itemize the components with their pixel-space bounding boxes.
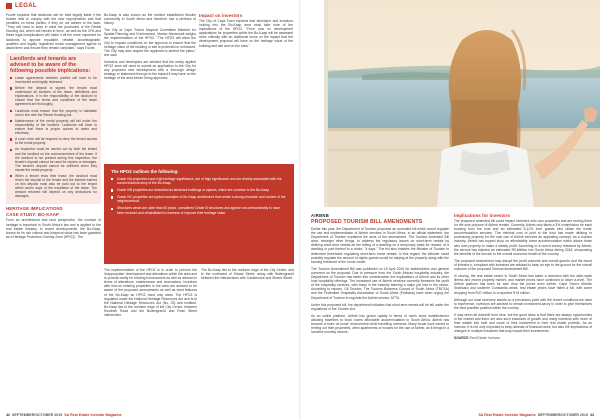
article-paragraph: Under this proposed bill, the department indicates that short-term rentals will be fall under the regulations of the Tourism Act.	[311, 302, 449, 311]
article-paragraph: The proposed amendment may disrupt the profit outcome and overall guest's and the mood of investor's, compliant with investors are advised to keep an eye to the ground for the overall outcome of the proposed Tourism Amendment Bill.	[454, 258, 592, 272]
article-paragraph: As an online platform, Airbnb has grown rapidly in terms of users since establishment allowing travellers to book rooms affordable accommodation in South Africa. Airbnb has become a more 'at home' environment while travelling overseas. Many locals have turned to renting out their properties, often apartments or houses for the use of Airbnb, as it brings in a lucrative monthly income.	[311, 313, 449, 335]
hero-photo-illustration	[302, 0, 600, 207]
left-column-1	[6, 13, 101, 242]
issue-date: SEPTEMBER/OCTOBER 2019	[12, 412, 63, 417]
source-label: SOURCE	[454, 336, 469, 341]
list-item: Grade IIIB properties are described as landmark buildings or spaces, which are common to the Bo-Kaap.	[111, 188, 287, 192]
article-paragraph: The implementation of the HPOZ is in order to prevent the 'inappropriate' development and alterations within the area and to provide clarity for existing homeowners as well as allowed in terms of alterations, maintenance and renovations. Investors with rent-on existing properties in the area are advised to be aware of the proposed amendments as well as what features of the Bo-Kaap an HPOZ must only allow. The HPOZ is regulated under the National Heritage Resources Act and is to the National Heritage Resources Act (No. 25) and Institute. Bo-Kaap lies to the northern edge of the City Centre, between Kloofnek Road and the Buitengracht and Rose Street intersection.	[104, 268, 197, 318]
article-paragraph: The City of Cape Town explains that developer and investors looking into the Bo-Kaap area must take note of the implications of the HPOZ. "From now on development applications for properties within the Bo-Kaap will be assessed more critically with an additional focus on the impact that the development proposal will have on the heritage value of the building and site and on the area."	[199, 19, 293, 48]
list-item: Structures which are older than 60 years, considered Grade III structures and appear non-demonstrably to have been restored and rehabilitated to increase or improve their heritage value.	[111, 206, 287, 214]
hero-photo	[302, 0, 600, 207]
section-tag	[6, 3, 37, 9]
case-study-heading: CASE STUDY: BO-KAAP	[6, 212, 60, 218]
page-gutter	[299, 0, 301, 419]
list-item: Landlords must ensure that the property is habitable and in line with the Rental Housing Act.	[10, 109, 97, 117]
article-paragraph: From an architectural and land perspective, the concept of heritage is important in South Africa's law and is applied to the real estate industry. In recent developments, the Bo-Kaap, known for its rich cultural and historical value has been gazetted as a Heritage Protection Overlay Zone (HPOZ). The	[6, 218, 101, 239]
heritage-heading: HERITAGE IMPLICATIONS	[6, 206, 63, 212]
left-column-2	[104, 13, 196, 83]
list-item: An inspection must be carried out by both the tenant and the landlord on the commencement of the lease. If the landlord is not present during this inspection, the tenant's deposit cannot be used for repairs or damages. The tenant's deposit cannot be withheld when they vacate the rental property.	[10, 147, 97, 171]
callout-title: The HPOZ outlines the following:	[111, 169, 179, 174]
section-label: LEGAL	[15, 3, 37, 9]
left-bottom-text	[104, 268, 294, 320]
article-paragraph: The Bo-Kaap lies to the northern edge of the City Centre, and to the northwest of Strand Street; along with Buitengracht between the intersections with Carisbrooke and Strand Street.	[201, 268, 294, 281]
page-number: 43	[590, 412, 594, 417]
section-square-icon	[6, 3, 12, 9]
left-column-3	[199, 13, 293, 51]
list-item: A court order will be required to deny the tenant access to the rental property.	[10, 137, 97, 145]
article-paragraph: Bo-Kaap is also known as the earliest established Muslim community in South Africa and therefore has a plethora of history.	[104, 13, 196, 26]
right-footer	[478, 411, 594, 418]
list-item: Before the deposit is signed, the tenant must understand all sections of the lease, definitions and explanations. It is the responsibility of the landlord to ensure that the terms and conditions of the lease agreement are thoroughly.	[10, 86, 97, 106]
impact-heading: Impact on investors	[199, 13, 243, 18]
article-paragraph: It may seem all downhill from here, but the good news is that there are always opportunities in the market and there are also such instances of growth and many investors with much of their wealth into both and some of their investment in their real estate portfolio. As an investor, it is not only important to keep abreast of financial news, but also the implications of changes in multiple industries that may impact their investments.	[454, 312, 592, 334]
article-paragraph: Fourie explains that landlords will be held legally liable if the trustee fails to comply with the new requirements and that penalties on these parties, if they do not adhere to the laws. "They will need to keep in mind the provisions of the Rental Housing Act, which will remain in force, as well as the CPA and these legal complications will make it all the more important for landlords to appoint reputable, reliable, knowledgeable, qualified and legally registered rental management agents to assist them and ensure they remain compliant," says Fourie.	[6, 13, 101, 50]
article-paragraph: Although our local economy stands on a precarious point with the recent conditions we have to experience, investors are advised to remain investment-savvy in order to give themselves the best possible position within the country.	[454, 297, 592, 310]
callout-list	[111, 177, 287, 215]
article-paragraph: The proposed amended bill could impact investors who own properties and are renting them for the sole purpose of Airbnb rentals. Currently, Airbnb only takes a 3% commission for each booking from the host and an estimated 6-12% from guests who utilise the hosts' accommodation services. The minimal cost of joint of the host has made utilising or purchasing property for the sole use of Airbnb services an appealing concept. As a tourism industry, Airbnb has topped shop on affordability home accommodation which allows those who own property to make a steady profit. According to a recent survey released by Airbnb, the service has injected an estimated R9.6billion into South Africa during 2018, showcasing the benefits of the service to the overall economic health of the country.	[454, 219, 592, 256]
list-item: Maintenance of the rental property will fall under the responsibility of the landlord. Landlords will have to ensure that there is proper access to water and electricity.	[10, 119, 97, 135]
page-number: 42	[6, 412, 10, 417]
article-paragraph: Investors and developers are advised that the newly applied HPOZ area will need to submit an application to the City for any proposed new development with a thorough design strategy or statement through to the impact it may have on the heritage of the area before being approved.	[104, 59, 197, 81]
implications-list	[10, 76, 97, 198]
publication-name: SA Real Estate Investor Magazine	[64, 412, 122, 417]
hpoz-callout	[104, 164, 294, 264]
implications-investors-heading: Implications for investors	[454, 213, 511, 218]
implications-box	[6, 53, 101, 205]
article-paragraph: The City of Cape Town's Mayoral Committee Member for Spatial Planning and Environment, Marian Nieuwoudt weighs the implementation of the HPOZ. "The HPOZ will allow the City to impose conditions on the approval to ensure that the heritage value of the building or site is protected or enhanced. The City may also require the applicant to amend the plans," she said.	[104, 28, 196, 57]
source-credit	[454, 336, 592, 340]
article-paragraph: Earlier this year, the Department of Tourism proposed an amended bill which would regulate the use and implementation of Airbnb services in South Africa. In an official statement, the Department of Tourism explained the aims of the amendment. The Tourism Amended Bill aims, amongst other things, to address the regulatory issues on short-term rentals by defining short-term rentals as the letting of a dwelling on a temporary basis for reward, of a dwelling or part thereof to a visitor, "it says." The bill also enables the Minister of Tourism to determine thresholds regulating short-term home rentals. In this regard, the Minister could possibly regulate the amount of nights guests would be staying at the property along with the earning threshold of the home owner.	[311, 227, 449, 264]
list-item: Lease agreements between parties will have to be inventoried and legally reviewed.	[10, 76, 97, 84]
implications-box-title: Landlords and tenants are advised to be aware of the following possible implications:	[10, 55, 91, 74]
list-item: Grade IIIC properties are typical examples of Bo-Kaap architecture that create a strong character and context of the neighbourhood.	[111, 195, 287, 203]
section-tag-airbnb: AIRBNB	[311, 213, 330, 218]
article-paragraph: In closing, the real estate sector in South Africa has taken a downturn with the wide-scale illness and recent property market, and market prices have continued to lower a-level. The Airbnb platform has been for sale drop the prices even further. Cape Town's Atlantic Seaboard and southern Constantia areas, real estate prices have fallen a full, with some dropping from R47 million to a reported R15 million.	[454, 274, 592, 295]
publication-name: SA Real Estate Investor Magazine	[478, 412, 536, 417]
right-column-2	[454, 213, 592, 340]
left-footer	[6, 411, 122, 418]
list-item: When a tenant ends their lease, the landlord must return the deposit to the tenant and the interest earned on this deposit must also be paid out to the tenant within seven days of the expiration of the lease. The amount returned will depend on any deductions for damages.	[10, 174, 97, 198]
right-column-1	[311, 213, 449, 337]
issue-date: SEPTEMBER/OCTOBER 2019	[537, 412, 588, 417]
article-paragraph: The Tourism Amendment Bill was published on 18 April 2019 for stakeholders and general comment on the proposal. Due to pressure from the South African hospitality industry, the Department of Tourism has taken into consideration the implications of Airbnb and its other host hospitality offerings. The increased use of Airbnb services currently threatens the profit of the hospitality services, with many in the industry blaming a major job loss in the sector. According to reports, Gil Tourism, The Tourism Business Council of South Africa (TBCSA) and the Federated Hospitality Association of South Africa (Fedhasa) have been urging the Department of Tourism to regulate the Airbnb service, AFTA.	[311, 266, 449, 300]
article-headline: PROPOSED TOURISM BILL AMENDMENTS	[311, 219, 423, 225]
source-value: Real Estate Investor	[469, 336, 500, 341]
list-item: Grade IIIA properties have high heritage significance, are of high significance and are directly associated with the social-historical story of the Bo-Kaap.	[111, 177, 287, 185]
